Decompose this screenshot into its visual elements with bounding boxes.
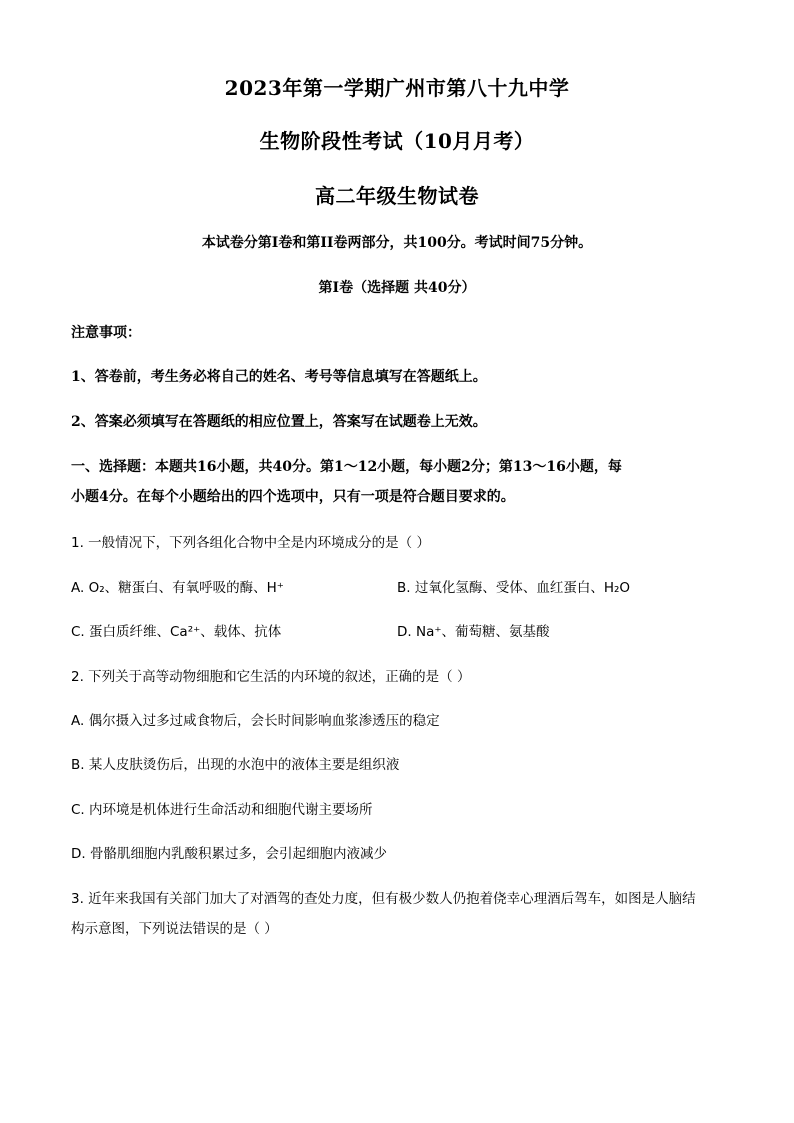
question-3-stem-line1: 3. 近年来我国有关部门加大了对酒驾的查处力度，但有极少数人仍抱着侥幸心理酒后驾车，如图是人脑结 <box>71 891 696 907</box>
question-2-stem: 2. 下列关于高等动物细胞和它生活的内环境的叙述，正确的是（ ） <box>71 669 471 685</box>
exam-info: 本试卷分第I卷和第II卷两部分，共100分。考试时间75分钟。 <box>201 235 593 251</box>
question-1-stem: 1. 一般情况下，下列各组化合物中全是内环境成分的是（ ） <box>71 535 430 551</box>
question-2-option-a: A. 偶尔摄入过多过咸食物后，会长时间影响血浆渗透压的稳定 <box>71 713 440 729</box>
question-2-option-d: D. 骨骼肌细胞内乳酸积累过多，会引起细胞内液减少 <box>71 846 387 862</box>
exam-title-grade: 高二年级生物试卷 <box>315 184 479 208</box>
exam-title-school: 2023年第一学期广州市第八十九中学 <box>224 76 570 100</box>
notice-item-2: 2、答案必须填写在答题纸的相应位置上，答案写在试题卷上无效。 <box>71 414 487 430</box>
section1-intro-line2: 小题4分。在每个小题给出的四个选项中，只有一项是符合题目要求的。 <box>71 489 515 505</box>
question-1-option-a: A. O₂、糖蛋白、有氧呼吸的酶、H⁺ <box>71 580 284 596</box>
question-3-stem-line2: 构示意图，下列说法错误的是（ ） <box>71 921 278 937</box>
question-2-option-b: B. 某人皮肤烫伤后，出现的水泡中的液体主要是组织液 <box>71 757 400 773</box>
notice-heading: 注意事项： <box>71 325 141 341</box>
question-1-option-c: C. 蛋白质纤维、Ca²⁺、载体、抗体 <box>71 624 282 640</box>
section1-intro-line1: 一、选择题：本题共16小题，共40分。第1～12小题，每小题2分；第13～16小题，每 <box>71 459 622 475</box>
part1-title: 第I卷（选择题 共40分） <box>318 280 476 296</box>
question-1-option-d: D. Na⁺、葡萄糖、氨基酸 <box>397 624 550 640</box>
notice-item-1: 1、答卷前，考生务必将自己的姓名、考号等信息填写在答题纸上。 <box>71 369 487 385</box>
question-2-option-c: C. 内环境是机体进行生命活动和细胞代谢主要场所 <box>71 802 373 818</box>
question-1-option-b: B. 过氧化氢酶、受体、血红蛋白、H₂O <box>397 580 631 596</box>
exam-title-exam: 生物阶段性考试（10月月考） <box>259 129 535 153</box>
